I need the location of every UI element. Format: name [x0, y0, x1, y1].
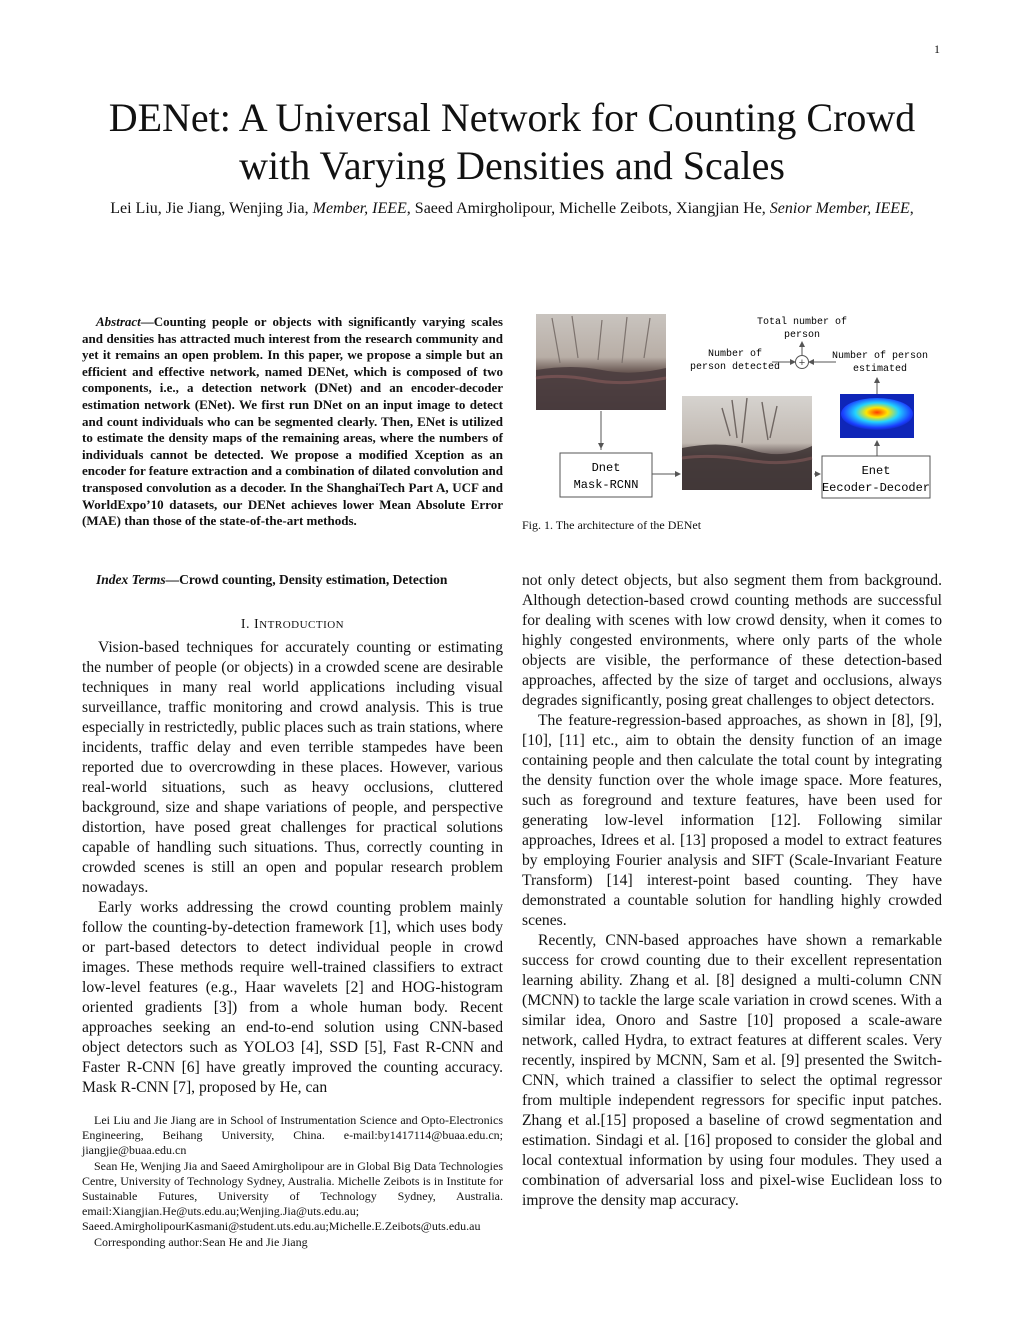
- abstract-label: Abstract: [96, 314, 141, 329]
- density-map: [840, 394, 914, 438]
- author-tail: ,: [909, 200, 914, 217]
- estimated-label-2: estimated: [852, 364, 908, 375]
- plus-symbol: +: [798, 357, 806, 369]
- crowd-photo-bottom: [682, 396, 812, 490]
- section-rest: NTRODUCTION: [259, 619, 345, 631]
- right-paragraph-2: The feature-regression-based approaches, as shown in [8], [9], [10], [11] etc., aim to obtain the density function of an image containing people and then calculate the total count by integrating the density function over the whole image space. More features, such as foreground and texture features, have been used for generating low-level information [12]. Following similar approaches, Idrees et al. [13] proposed a model to extract features by employing Fourier analysis and SIFT (Scale-Invariant Feature Transform) [14] interest-point based counting. They have demonstrated a countable solution for handling highly crowded scenes.: [522, 712, 942, 929]
- footnote-3: Corresponding author:Sean He and Jie Jiang: [94, 1234, 308, 1249]
- abstract-dash: —: [140, 314, 154, 329]
- footnote-2b: Saeed.AmirgholipourKasmani@student.uts.edu.au;Michelle.E.Zeibots@uts.edu.au: [82, 1219, 481, 1234]
- footnote-2: Sean He, Wenjing Jia and Saeed Amirgholipour are in Global Big Data Technologies Centre, University of Technology Sydney, Australia. Michelle Zeibots is in Institute for Sustainable Futures, University of Technology Sydney, Australia. email:Xiangjian.He@uts.edu.au;Wenjing.Jia@uts.edu.au;: [82, 1158, 503, 1219]
- enet-label-1: Enet: [861, 464, 891, 478]
- footnotes: [82, 1113, 503, 1250]
- index-terms-label: Index Terms: [96, 572, 166, 587]
- crowd-photo-top: [536, 314, 666, 410]
- right-paragraph-1: not only detect objects, but also segment them from background. Although detection-based crowd counting methods are successful for dealing with scenes with low crowd density, when it comes to highly congested environments, where only parts of the whole objects are visible, the performance of these detection-based approaches, affected by the size of target and occlusions, always degrades significantly, posing great challenges to object detectors.: [522, 572, 942, 709]
- dnet-label-2: Mask-RCNN: [573, 478, 639, 492]
- title-line-2: with Varying Densities and Scales: [239, 143, 785, 188]
- section-number: I.: [240, 617, 251, 632]
- paper-title: [60, 94, 964, 190]
- abstract-text: Counting people or objects with significantly varying scales and densities has attracted much interest from the research community and yet it remains an open problem. In this paper, we propose a simple but an efficient and effective network, named DENet, which is composed of two components, i.e., a detection network (DNet) and an encoder-decoder estimation network (ENet). We first run DNet on an input image to detect and count individuals who can be segmented clearly. Then, ENet is utilized to estimate the density maps of the remaining areas, where the numbers of individuals cannot be detected. We propose a modified Xception as an encoder for feature extraction and a combination of dilated convolution and transposed convolution as a decoder. In the ShanghaiTech Part A, UCF and WorldExpo’10 datasets, our DENet achieves lower Mean Absolute Error (MAE) than those of the state-of-the-art methods.: [82, 314, 503, 529]
- total-label-2: person: [783, 330, 821, 341]
- abstract: [82, 314, 503, 530]
- dnet-box: [560, 453, 652, 497]
- estimated-label-1: Number of person: [831, 351, 929, 362]
- index-terms: [82, 572, 503, 588]
- index-terms-text: Crowd counting, Density estimation, Detection: [179, 572, 448, 587]
- author-list: [70, 198, 954, 220]
- author-names-1: Lei Liu, Jie Jiang, Wenjing Jia,: [110, 200, 313, 217]
- author-names-2: , Saeed Amirgholipour, Michelle Zeibots, Xiangjian He,: [406, 200, 770, 217]
- figure-caption: Fig. 1. The architecture of the DENet: [522, 518, 702, 532]
- author-role-2: Senior Member, IEEE: [769, 200, 910, 217]
- page-number: 1: [934, 42, 940, 56]
- section-heading: [82, 617, 503, 633]
- section-first-letter: I: [254, 617, 260, 632]
- title-line-1: DENet: A Universal Network for Counting Crowd: [108, 95, 916, 140]
- intro-left-column: [82, 638, 503, 1098]
- author-role-1: Member, IEEE: [312, 200, 407, 217]
- intro-paragraph-1: Vision-based techniques for accurately counting or estimating the number of people (or objects) in a crowded scene are desirable techniques in many real world applications including visual surveillance, traffic monitoring and crowd analysis. This is true especially in restrictedly, public places such as train stations, where incidents, traffic delay and even terrible stampedes have been reported due to overcrowding in these places. However, various real-world situations, such as heavy occlusions, cluttered background, size and shape variations of people, and perspective distortion, have posed great challenges for practical solutions capable of handling such situations. Thus, correctly counting in crowded scenes is still an open and popular research problem nowadays.: [82, 639, 503, 896]
- enet-box: [822, 456, 930, 498]
- sum-node: [796, 356, 809, 370]
- detected-label-2: person detected: [689, 362, 781, 373]
- architecture-figure: [532, 308, 944, 508]
- intro-paragraph-2: Early works addressing the crowd counting problem mainly follow the counting-by-detection framework [1], which uses body or part-based detectors to detect individual people in crowd images. These methods require well-trained classifiers to extract low-level features (e.g., Haar wavelets [2] and HOG-histogram oriented gradients [3]) from a whole human body. Recent approaches seeking an end-to-end solution using CNN-based object detectors such as YOLO3 [4], SSD [5], Fast R-CNN and Faster R-CNN [6] have greatly improved the counting accuracy. Mask R-CNN [7], proposed by He, can: [82, 899, 503, 1096]
- footnote-1: Lei Liu and Jie Jiang are in School of Instrumentation Science and Opto-Electronics Engineering, Beihang University, China. e-mail:by1417114@buaa.edu.cn; jiangjie@buaa.edu.cn: [82, 1113, 503, 1158]
- right-paragraph-3: Recently, CNN-based approaches have shown a remarkable success for crowd counting due to their excellent representation learning ability. Zhang et al. [8] designed a multi-column CNN (MCNN) to tackle the large scale variation in crowd scenes. With a similar idea, Onoro and Sastre [10] proposed a scale-aware network, called Hydra, to extract features at different scales. Very recently, inspired by MCNN, Sam et al. [9] presented the Switch-CNN, which trained a classifier to select the optimal regressor from multiple independent regressors for specific input patches. Zhang et al.[15] proposed a baseline of crowd segmentation and estimation. Sindagi et al. [16] proposed to consider the global and local contextual information by using four modules. They used a combination of adversarial loss and pixel-wise Euclidean loss to improve the density map accuracy.: [522, 932, 942, 1209]
- intro-right-column: [522, 571, 942, 1211]
- total-label-1: Total number of: [756, 317, 848, 328]
- dnet-label-1: Dnet: [591, 461, 621, 475]
- index-terms-dash: —: [165, 572, 180, 587]
- enet-label-2: Eecoder-Decoder: [821, 481, 931, 495]
- detected-label-1: Number of: [707, 349, 763, 360]
